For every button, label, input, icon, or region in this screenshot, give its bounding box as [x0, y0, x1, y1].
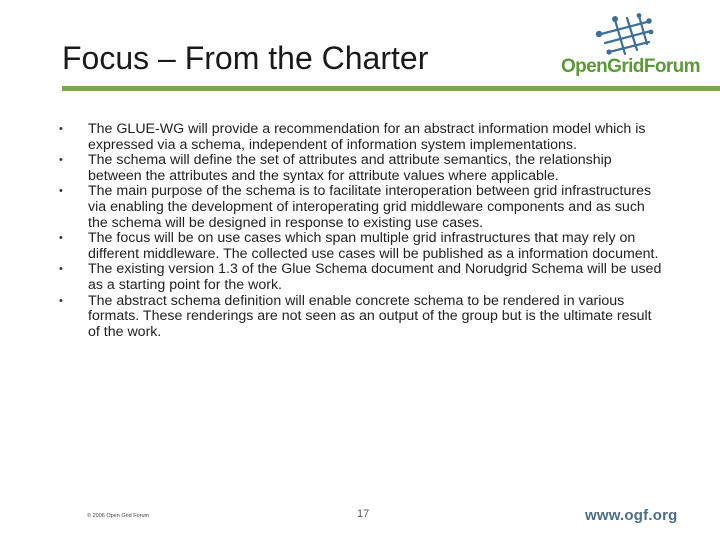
bullet-item — [56, 262, 666, 293]
bullet-text: The schema will define the set of attributes and attribute semantics, the relationship between the attributes and the syntax for attribute values where applicable. — [88, 152, 612, 184]
bullet-text: The existing version 1.3 of the Glue Schema document and Norudgrid Schema will be used as a starting point for the work. — [88, 261, 662, 293]
bullet-icon: • — [59, 232, 63, 245]
bullet-text: The GLUE-WG will provide a recommendation for an abstract information model which is expressed via a schema, independent of information system implementations. — [88, 121, 646, 153]
bullet-icon: • — [59, 263, 63, 276]
logo-text: OpenGridForum — [561, 56, 700, 77]
bullet-item — [56, 294, 666, 341]
bullet-icon: • — [59, 123, 63, 135]
bullet-item — [56, 231, 666, 262]
bullet-icon: • — [59, 294, 63, 307]
title-divider — [62, 86, 720, 91]
bullet-list — [56, 122, 666, 340]
bullet-text: The abstract schema definition will enable concrete schema to be rendered in various formats. These renderings are not seen as an output of the group but is the ultimate result of the work. — [88, 292, 652, 340]
bullet-item — [56, 153, 666, 184]
page-number: 17 — [357, 508, 370, 520]
bullet-item — [56, 122, 666, 153]
open-grid-forum-logo — [555, 12, 700, 82]
bullet-text: The focus will be on use cases which span multiple grid infrastructures that may rely on different middleware. The collected use cases will be published as a information document. — [88, 230, 659, 262]
copyright-notice: © 2006 Open Grid Forum — [87, 513, 150, 519]
bullet-icon: • — [59, 154, 63, 167]
slide-title: Focus – From the Charter — [62, 40, 429, 76]
bullet-icon: • — [59, 185, 63, 198]
grid-globe-icon — [591, 12, 655, 56]
bullet-item — [56, 184, 666, 231]
bullet-text: The main purpose of the schema is to facilitate interoperation between grid infrastructures via enabling the development of interoperating grid middleware components and as such the schema will be designed in response to existing use cases. — [88, 183, 652, 231]
site-url: www.ogf.org — [585, 507, 678, 524]
